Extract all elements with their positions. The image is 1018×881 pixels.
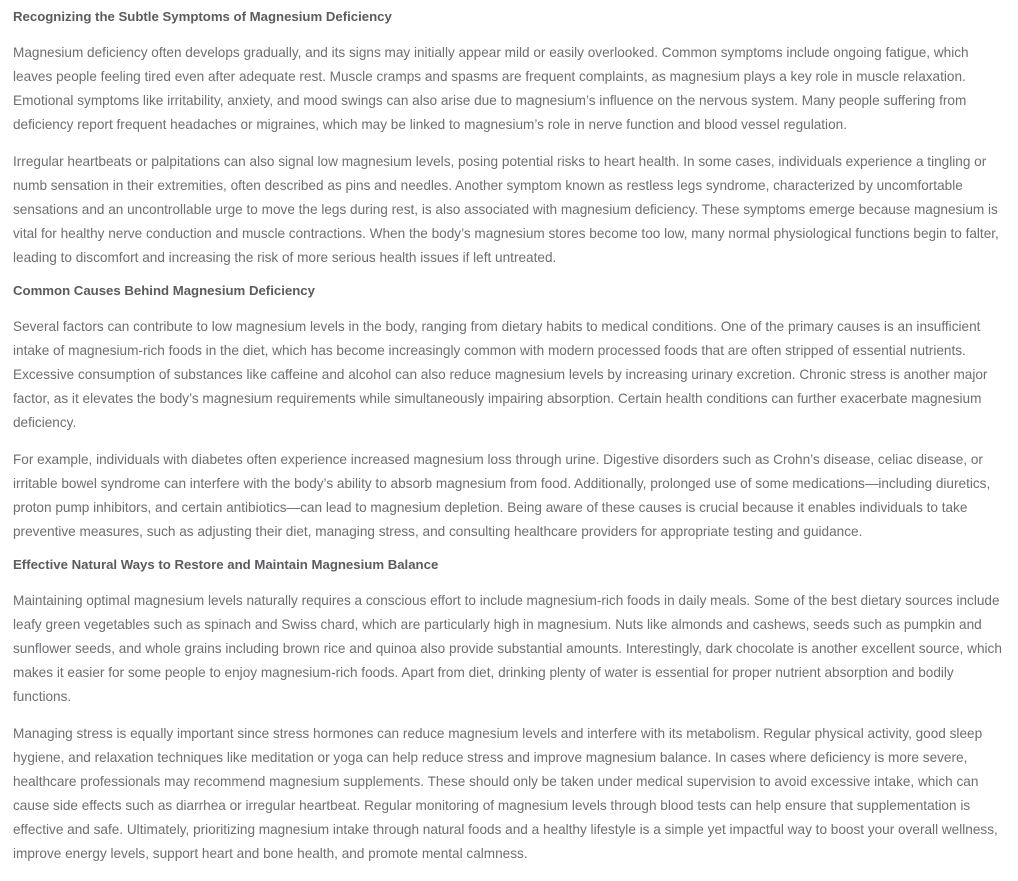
causes-paragraph-2: For example, individuals with diabetes often experience increased magnesium loss through urine. Digestive disorders such as Crohn’s disease, celiac disease, or irritable bowel syndrome can interfere with the body’s ability to absorb magnesium from food. Additionally, prolonged use of some medications—including diuretics, proton pump inhibitors, and certain antibiotics—can lead to magnesium depletion. Being aware of these causes is crucial because it enables individuals to take preventive measures, such as adjusting their diet, managing stress, and consulting healthcare providers for appropriate testing and guidance. <box>13 452 991 539</box>
remedies-paragraph-2: Managing stress is equally important since stress hormones can reduce magnesium levels and interfere with its metabolism. Regular physical activity, good sleep hygiene, and relaxation techniques like meditation or yoga can help reduce stress and improve magnesium balance. In cases where deficiency is more severe, healthcare professionals may recommend magnesium supplements. These should only be taken under medical supervision to avoid excessive intake, which can cause side effects such as diarrhea or irregular heartbeat. Regular monitoring of magnesium levels through blood tests can help ensure that supplementation is effective and safe. Ultimately, prioritizing magnesium intake through natural foods and a healthy lifestyle is a simple yet impactful way to boost your overall wellness, improve energy levels, support heart and bone health, and promote mental calmness. <box>13 726 998 861</box>
remedies-paragraph-1: Maintaining optimal magnesium levels naturally requires a conscious effort to include magnesium-rich foods in daily meals. Some of the best dietary sources include leafy green vegetables such as spinach and Swiss chard, which are particularly high in magnesium. Nuts like almonds and cashews, seeds such as pumpkin and sunflower seeds, and whole grains including brown rice and quinoa also provide substantial amounts. Interestingly, dark chocolate is another excellent source, which makes it easier for some people to enjoy magnesium-rich foods. Apart from diet, drinking plenty of water is essential for proper nutrient absorption and bodily functions. <box>13 593 1002 704</box>
section-heading-causes: Common Causes Behind Magnesium Deficiency <box>13 283 315 298</box>
section-heading-remedies: Effective Natural Ways to Restore and Maintain Magnesium Balance <box>13 557 439 572</box>
section-heading-symptoms: Recognizing the Subtle Symptoms of Magnesium Deficiency <box>13 9 392 24</box>
causes-paragraph-1: Several factors can contribute to low magnesium levels in the body, ranging from dietary habits to medical conditions. One of the primary causes is an insufficient intake of magnesium-rich foods in the diet, which has become increasingly common with modern processed foods that are often stripped of essential nutrients. Excessive consumption of substances like caffeine and alcohol can also reduce magnesium levels by increasing urinary excretion. Chronic stress is another major factor, as it elevates the body’s magnesium requirements while simultaneously impairing absorption. Certain health conditions can further exacerbate magnesium deficiency. <box>13 319 988 430</box>
symptoms-paragraph-2: Irregular heartbeats or palpitations can also signal low magnesium levels, posing potential risks to heart health. In some cases, individuals experience a tingling or numb sensation in their extremities, often described as pins and needles. Another symptom known as restless legs syndrome, characterized by uncomfortable sensations and an uncontrollable urge to move the legs during rest, is also associated with magnesium deficiency. These symptoms emerge because magnesium is vital for healthy nerve conduction and muscle contractions. When the body’s magnesium stores become too low, many normal physiological functions begin to falter, leading to discomfort and increasing the risk of more serious health issues if left untreated. <box>13 154 999 265</box>
symptoms-paragraph-1: Magnesium deficiency often develops gradually, and its signs may initially appear mild or easily overlooked. Common symptoms include ongoing fatigue, which leaves people feeling tired even after adequate rest. Muscle cramps and spasms are frequent complaints, as magnesium plays a key role in muscle relaxation. Emotional symptoms like irritability, anxiety, and mood swings can also arise due to magnesium’s influence on the nervous system. Many people suffering from deficiency report frequent headaches or migraines, which may be linked to magnesium’s role in nerve function and blood vessel regulation. <box>13 45 969 132</box>
